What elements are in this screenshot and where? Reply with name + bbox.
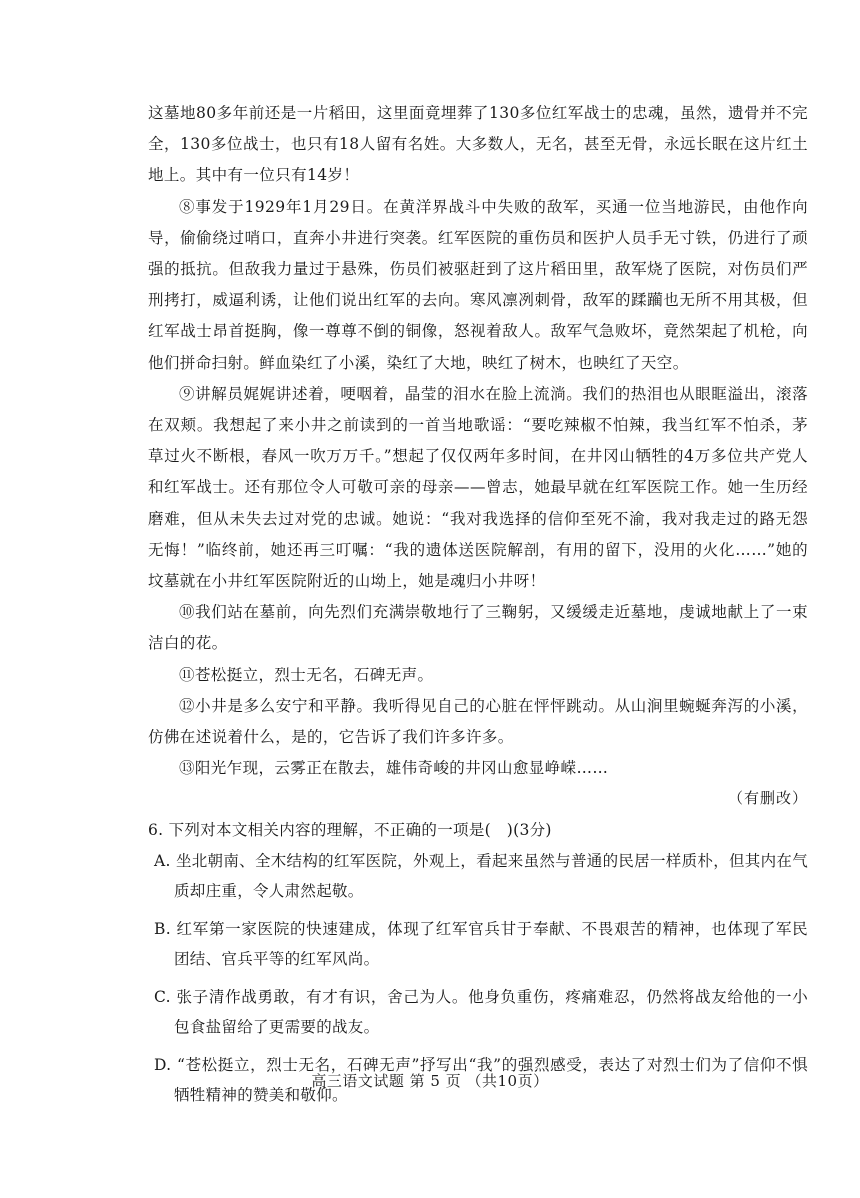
paragraph-continued: 这墓地80多年前还是一片稻田，这里面竟埋葬了130多位红军战士的忠魂，虽然，遗骨并不完全，130多位战士，也只有18人留有名姓。大多数人，无名，甚至无骨，永远长眠在这片红土地上。其中有一位只有14岁！ — [148, 104, 808, 185]
option-a: A. 坐北朝南、全木结构的红军医院，外观上，看起来虽然与普通的民居一样质朴，但其内在气质却庄重，令人肃然起敬。 — [154, 852, 808, 900]
paragraph-10: ⑩我们站在墓前，向先烈们充满崇敬地行了三鞠躬，又缓缓走近墓地，虔诚地献上了一束洁白的花。 — [148, 603, 808, 653]
source-note: （有删改） — [727, 789, 808, 807]
paragraph-13: ⑬阳光乍现，云雾正在散去，雄伟奇峻的井冈山愈显峥嵘…… — [179, 759, 609, 778]
paragraph-12: ⑫小井是多么安宁和平静。我听得见自己的心脏在怦怦跳动。从山涧里蜿蜒奔泻的小溪，仿佛在述说着什么，是的，它告诉了我们许多许多。 — [148, 696, 808, 747]
page-footer: 高三语文试题 第 5 页 （共10页） — [311, 1072, 549, 1090]
option-c: C. 张子清作战勇敢，有才有识，舍己为人。他身负重伤，疼痛难忍，仍然将战友给他的一小包食盐留给了更需要的战友。 — [154, 988, 808, 1036]
option-d: D. “苍松挺立，烈士无名，石碑无声”抒写出“我”的强烈感受，表达了对烈士们为了信仰不惧牺牲精神的赞美和敬仰。 — [154, 1056, 808, 1104]
paragraph-11: ⑪苍松挺立，烈士无名，石碑无声。 — [179, 665, 434, 684]
paragraph-8: ⑧事发于1929年1月29日。在黄洋界战斗中失败的敌军，买通一位当地游民，由他作向导，偷偷绕过哨口，直奔小井进行突袭。红军医院的重伤员和医护人员手无寸铁，仍进行了顽强的抵抗。但敌我力量过于悬殊，伤员们被驱赶到了这片稻田里，敌军烧了医院，对伤员们严刑拷打，威逼利诱，让他们说出红军的去向。寒风凛冽刺骨，敌军的蹂躏也无所不用其极，但红军战士昂首挺胸，像一尊尊不倒的铜像，怒视着敌人。敌军气急败坏，竟然架起了机枪，向他们拼命扫射。鲜血染红了小溪，染红了大地，映红了树木，也映红了天空。 — [148, 197, 808, 372]
option-b: B. 红军第一家医院的快速建成，体现了红军官兵甘于奉献、不畏艰苦的精神，也体现了军民团结、官兵平等的红军风尚。 — [154, 920, 808, 968]
paragraph-9: ⑨讲解员娓娓讲述着，哽咽着，晶莹的泪水在脸上流淌。我们的热泪也从眼眶溢出，滚落在双颊。我想起了来小井之前读到的一首当地歌谣：“要吃辣椒不怕辣，我当红军不怕杀，茅草过火不断根，春风一吹万万千。”想起了仅仅两年多时间，在井冈山牺牲的4万多位共产党人和红军战士。还有那位令人可敬可亲的母亲——曾志，她最早就在红军医院工作。她一生历经磨难，但从未失去过对党的忠诚。她说：“我对我选择的信仰至死不渝，我对我走过的路无怨无悔！”临终前，她还再三叮嘱：“我的遗体送医院解剖，有用的留下，没用的火化……”她的坟墓就在小井红军医院附近的山坳上，她是魂归小井呀！ — [148, 384, 808, 591]
question-stem: 6. 下列对本文相关内容的理解，不正确的一项是( )(3分) — [148, 821, 552, 839]
reading-passage — [148, 98, 808, 784]
